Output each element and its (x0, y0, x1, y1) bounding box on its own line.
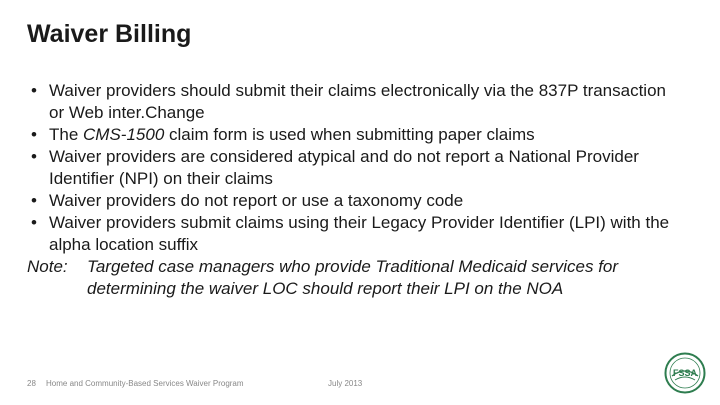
bullet-text: Waiver providers submit claims using their Legacy Provider Identifier (LPI) with the alpha location suffix (49, 213, 670, 254)
bullet-item (27, 124, 677, 146)
bullet-dot: • (31, 81, 37, 100)
bullet-text: Waiver providers should submit their claims electronically via the 837P transaction or Web inter.Change (49, 81, 666, 122)
footer-program-name: Home and Community-Based Services Waiver Program (46, 379, 244, 388)
bullet-text-italic: CMS-1500 (83, 125, 165, 144)
bullet-dot: • (31, 191, 37, 210)
bullet-item (27, 80, 677, 124)
note (27, 256, 677, 300)
note-label: Note: (27, 257, 68, 276)
fssa-seal-icon (664, 352, 706, 394)
slide-title: Waiver Billing (27, 20, 192, 48)
bullet-dot: • (31, 213, 37, 232)
slide-content (27, 80, 677, 300)
bullet-list (27, 80, 677, 256)
bullet-dot: • (31, 125, 37, 144)
logo-text: FSSA (672, 368, 698, 378)
bullet-item (27, 212, 677, 256)
bullet-item (27, 190, 677, 212)
bullet-text: claim form is used when submitting paper claims (164, 125, 535, 144)
bullet-item (27, 146, 677, 190)
footer-date: July 2013 (328, 379, 363, 388)
bullet-dot: • (31, 147, 37, 166)
footer-page-number: 28 (27, 379, 36, 388)
fssa-seal-logo (664, 352, 706, 394)
bullet-text: Waiver providers do not report or use a taxonomy code (49, 191, 464, 210)
bullet-text: Waiver providers are considered atypical and do not report a National Provider Identifier (NPI) on their claims (49, 147, 639, 188)
bullet-text: The (49, 125, 84, 144)
note-text: Targeted case managers who provide Traditional Medicaid services for determining the waiver LOC should report their LPI on the NOA (87, 257, 619, 298)
